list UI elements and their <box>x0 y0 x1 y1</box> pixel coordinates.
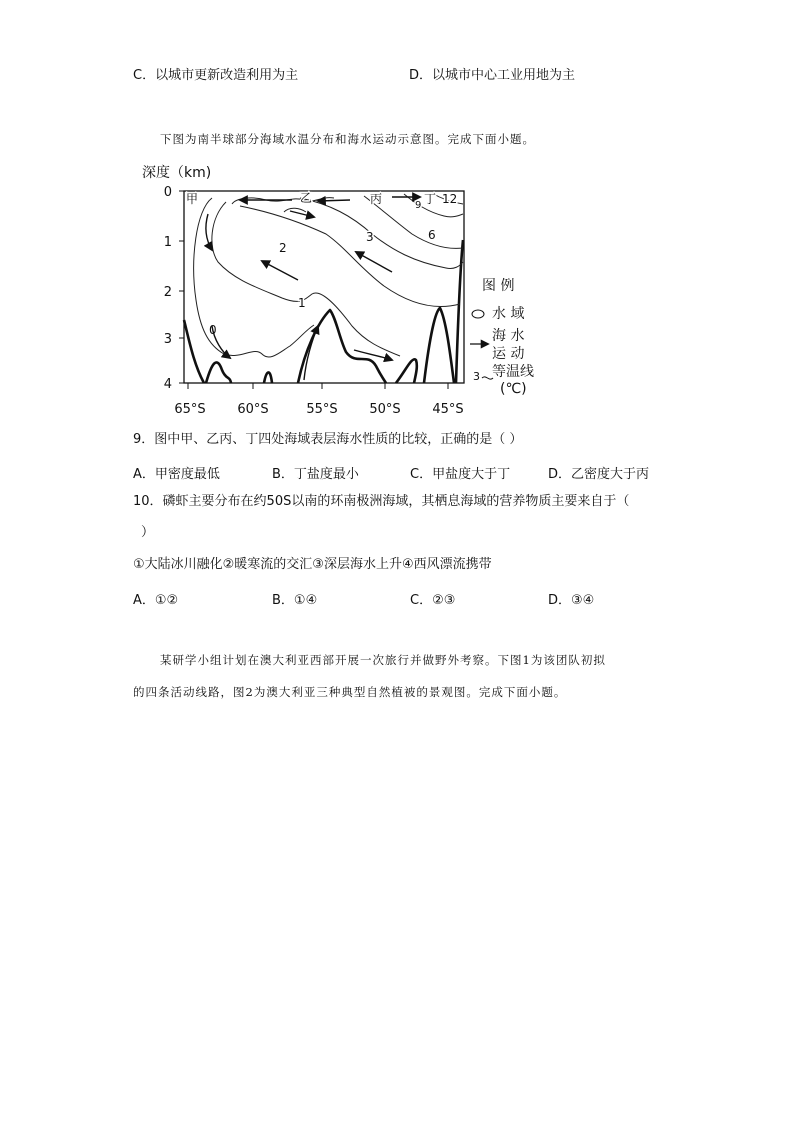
isotherm-label-2: 2 <box>279 241 287 255</box>
legend <box>470 278 534 397</box>
q9-option-d[interactable]: D．乙密度大于丙 <box>548 467 650 482</box>
legend-unit: (℃) <box>500 381 527 397</box>
depth-tick-1: 1 <box>163 235 172 250</box>
legend-motion-1: 海 水 <box>492 328 525 344</box>
arrow-mid-2 <box>356 252 392 272</box>
site-label-bing: 丙 <box>370 192 383 206</box>
lat-tick-65: 65°S <box>174 402 206 417</box>
legend-motion-2: 运 动 <box>492 346 525 362</box>
legend-isotherm: 等温线 <box>492 364 534 380</box>
q10-option-b[interactable]: B．①④ <box>272 593 318 608</box>
legend-water: 水 域 <box>492 306 525 322</box>
arrow-surface-4 <box>290 211 314 217</box>
site-label-ding: 丁 <box>424 192 437 206</box>
arrow-left-down <box>206 214 212 250</box>
depth-tick-2: 2 <box>163 285 172 300</box>
isotherm-2 <box>240 206 460 307</box>
isotherm-label-12: 12 <box>442 192 458 206</box>
latitude-ticks <box>174 402 463 417</box>
depth-tick-0: 0 <box>163 185 172 200</box>
lat-tick-60: 60°S <box>237 402 269 417</box>
depth-tick-4: 4 <box>163 377 172 392</box>
arrow-mid-1 <box>262 261 298 280</box>
isotherm-label-9: 9 <box>415 200 422 211</box>
water-area-icon <box>472 310 484 318</box>
isotherm-label-6: 6 <box>428 228 436 242</box>
intro-text-2-line1: 某研学小组计划在澳大利亚西部开展一次旅行并做野外考察。下图1为该团队初拟 <box>160 653 606 667</box>
isotherm-label-0: 0 <box>209 323 217 337</box>
isotherm-label-3: 3 <box>366 230 374 244</box>
q10-stem-line1: 10．磷虾主要分布在约50S以南的环南极洲海域，其栖息海域的营养物质主要来自于（ <box>133 494 630 509</box>
prev-option-c: C．以城市更新改造利用为主 <box>133 68 299 83</box>
arrow-surface-2 <box>318 200 350 201</box>
intro-text-2-line2: 的四条活动线路，图2为澳大利亚三种典型自然植被的景观图。完成下面小题。 <box>133 685 567 699</box>
depth-tick-3: 3 <box>163 332 172 347</box>
depth-ticks <box>164 185 172 392</box>
q10-option-c[interactable]: C．②③ <box>410 593 456 608</box>
q9-stem: 9．图中甲、乙丙、丁四处海域表层海水性质的比较，正确的是（ ） <box>133 432 523 447</box>
surface-eddy-2 <box>284 208 306 212</box>
legend-title: 图 例 <box>482 278 515 294</box>
y-axis-title: 深度（km) <box>142 165 212 181</box>
lat-tick-55: 55°S <box>306 402 338 417</box>
lat-tick-45: 45°S <box>432 402 464 417</box>
q9-option-a[interactable]: A．甲密度最低 <box>133 467 220 482</box>
lat-tick-50: 50°S <box>369 402 401 417</box>
legend-isotherm-sample: 3 <box>473 370 480 383</box>
intro-text-1: 下图为南半球部分海域水温分布和海水运动示意图。完成下面小题。 <box>160 132 535 146</box>
isotherm-label-1: 1 <box>298 296 306 310</box>
q9-option-b[interactable]: B．丁盐度最小 <box>272 467 359 482</box>
site-label-jia: 甲 <box>186 192 199 206</box>
q10-option-d[interactable]: D．③④ <box>548 593 595 608</box>
prev-option-d: D．以城市中心工业用地为主 <box>409 68 576 83</box>
site-label-yi: 乙 <box>300 191 313 205</box>
q10-statements: ①大陆冰川融化②暖寒流的交汇③深层海水上升④西风漂流携带 <box>133 557 492 572</box>
q9-option-c[interactable]: C．甲盐度大于丁 <box>410 467 511 482</box>
q10-stem-line2: ） <box>141 525 155 540</box>
q10-option-a[interactable]: A．①② <box>133 593 179 608</box>
